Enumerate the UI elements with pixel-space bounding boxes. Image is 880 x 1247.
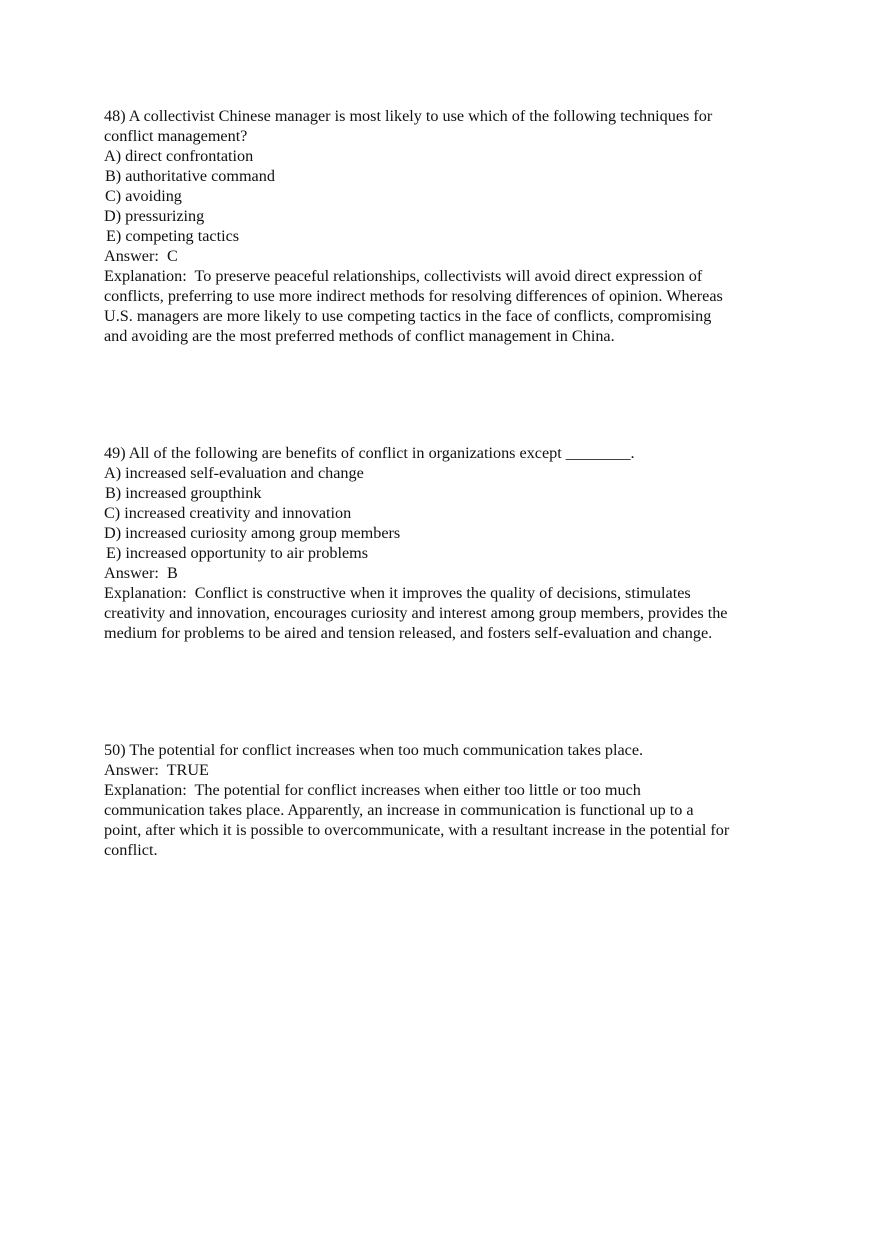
option-e: E) competing tactics xyxy=(106,227,240,245)
option-d: D) pressurizing xyxy=(104,207,205,225)
explanation-line: Explanation: The potential for conflict increases when either too little or too much xyxy=(104,781,641,799)
explanation-line: Explanation: To preserve peaceful relationships, collectivists will avoid direct expression of xyxy=(104,267,703,285)
explanation-line: Explanation: Conflict is constructive when it improves the quality of decisions, stimulates xyxy=(104,584,691,602)
explanation-line: and avoiding are the most preferred methods of conflict management in China. xyxy=(104,327,615,345)
answer: Answer: B xyxy=(104,564,178,582)
option-c: C) avoiding xyxy=(105,187,182,205)
option-c: C) increased creativity and innovation xyxy=(104,504,352,522)
question-49 xyxy=(104,443,784,643)
question-stem-line: conflict management? xyxy=(104,127,248,145)
option-a: A) increased self-evaluation and change xyxy=(104,464,364,482)
explanation-line: conflicts, preferring to use more indirect methods for resolving differences of opinion. Whereas xyxy=(104,287,723,305)
question-48 xyxy=(104,106,784,346)
explanation-line: point, after which it is possible to overcommunicate, with a resultant increase in the potential for xyxy=(104,821,730,839)
option-d: D) increased curiosity among group members xyxy=(104,524,401,542)
question-50 xyxy=(104,740,784,860)
explanation-line: medium for problems to be aired and tension released, and fosters self-evaluation and change. xyxy=(104,624,713,642)
answer: Answer: C xyxy=(104,247,178,265)
answer: Answer: TRUE xyxy=(104,761,209,779)
option-b: B) authoritative command xyxy=(105,167,275,185)
explanation-line: communication takes place. Apparently, an increase in communication is functional up to a xyxy=(104,801,694,819)
question-stem-line: 48) A collectivist Chinese manager is most likely to use which of the following techniques for xyxy=(104,107,713,125)
option-b: B) increased groupthink xyxy=(105,484,262,502)
question-stem-line: 49) All of the following are benefits of conflict in organizations except ________. xyxy=(104,444,635,462)
option-a: A) direct confrontation xyxy=(104,147,254,165)
explanation-line: U.S. managers are more likely to use competing tactics in the face of conflicts, compromising xyxy=(104,307,712,325)
option-e: E) increased opportunity to air problems xyxy=(106,544,369,562)
explanation-line: creativity and innovation, encourages curiosity and interest among group members, provides the xyxy=(104,604,728,622)
explanation-line: conflict. xyxy=(104,841,158,859)
question-stem-line: 50) The potential for conflict increases when too much communication takes place. xyxy=(104,741,644,759)
